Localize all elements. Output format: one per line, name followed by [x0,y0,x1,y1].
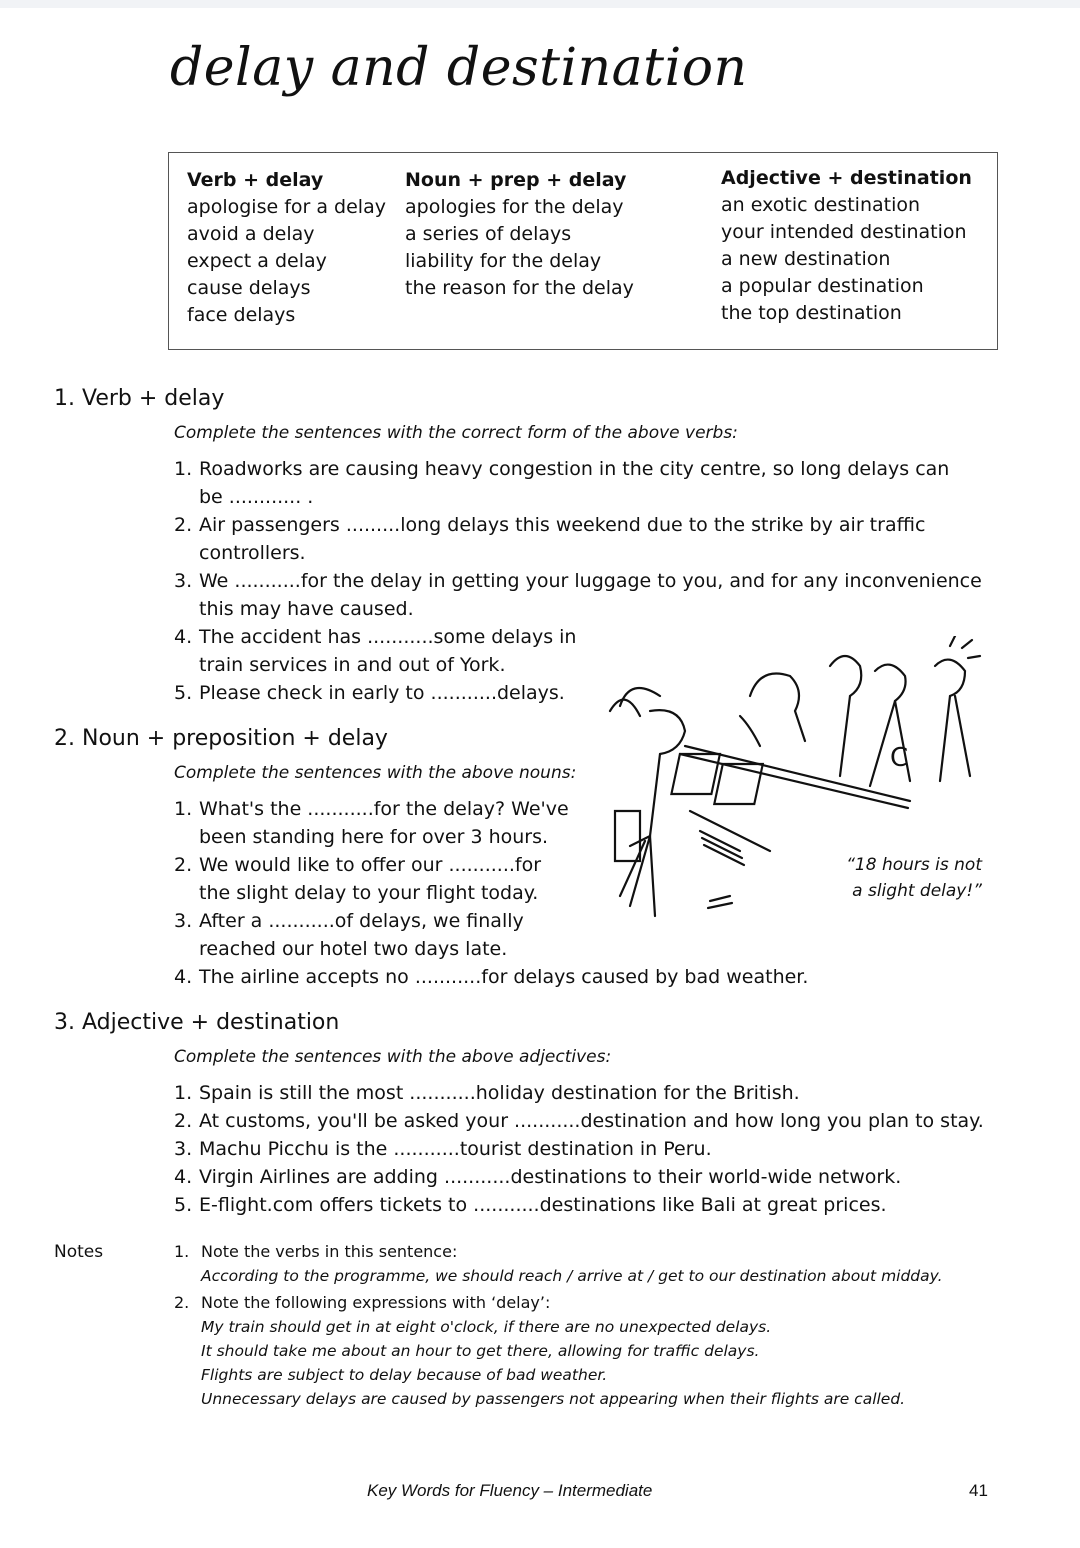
footer-book-title: Key Words for Fluency – Intermediate [367,1481,653,1500]
exercise-item [174,963,808,991]
section-instruction: Complete the sentences with the correct form of the above verbs: [174,423,738,443]
item-text: At customs, you'll be asked your ...........destination and how long you plan to stay. [199,1110,984,1132]
exercise-item [174,1163,901,1191]
item-text: The accident has ...........some delays in [199,626,577,648]
item-text: Air passengers .........long delays this weekend due to the strike by air traffic [199,514,926,536]
collocation-item: face delays [187,304,296,326]
collocation-item: a new destination [721,248,891,270]
item-text: The airline accepts no ...........for delays caused by bad weather. [199,966,809,988]
item-number: 1. [174,458,193,480]
notes-label: Notes [54,1242,104,1262]
note-text: Note the following expressions with ‘delay’: [201,1293,551,1312]
collocation-item: your intended destination [721,221,967,243]
note-example: Unnecessary delays are caused by passengers not appearing when their flights are called. [201,1390,906,1408]
collocation-column-noun [405,167,634,302]
cartoon-caption [842,852,982,904]
item-text: Virgin Airlines are adding ...........destinations to their world-wide network. [199,1166,902,1188]
note-example: According to the programme, we should reach / arrive at / get to our destination about midday. [201,1267,943,1285]
section-instruction: Complete the sentences with the above adjectives: [174,1047,612,1067]
item-number: 4. [174,1166,193,1188]
exercise-item [174,511,925,567]
item-number: 3. [174,570,193,592]
exercise-item [174,1191,887,1219]
collocation-item: avoid a delay [187,223,315,245]
item-number: 4. [174,966,193,988]
item-text: Machu Picchu is the ...........tourist destination in Peru. [199,1138,712,1160]
collocation-item: liability for the delay [405,250,602,272]
svg-text:C: C [890,743,909,773]
exercise-item [174,1079,800,1107]
note-item [174,1291,905,1411]
exercise-item [174,679,565,707]
item-number: 1. [174,1082,193,1104]
caption-line: a slight delay!” [852,881,982,901]
exercise-item [174,907,524,963]
item-text: Roadworks are causing heavy congestion in the city centre, so long delays can [199,458,950,480]
item-number: 1. [174,798,193,820]
collocation-column-adjective [721,165,972,327]
note-example: It should take me about an hour to get there, allowing for traffic delays. [201,1342,760,1360]
top-bar [0,0,1080,8]
collocation-item: expect a delay [187,250,327,272]
item-number: 3. [174,910,193,932]
section-title-adjective-destination: 3. Adjective + destination [54,1010,340,1035]
exercise-item [174,851,541,907]
item-text: We would like to offer our ...........for [199,854,542,876]
item-text: We ...........for the delay in getting your luggage to you, and for any inconvenience [199,570,982,592]
item-number: 5. [174,1194,193,1216]
collocation-item: apologies for the delay [405,196,624,218]
page-title: delay and destination [170,38,748,98]
exercise-item [174,623,576,679]
item-text-continued: be ............ . [199,486,314,508]
collocation-box [168,152,998,350]
item-number: 3. [174,1138,193,1160]
note-example: Flights are subject to delay because of bad weather. [201,1366,608,1384]
exercise-item [174,455,949,511]
item-text-continued: this may have caused. [199,598,414,620]
note-number: 1. [174,1242,190,1261]
collocation-item: a series of delays [405,223,572,245]
collocation-item: apologise for a delay [187,196,386,218]
column-header: Adjective + destination [721,167,972,189]
collocation-item: the top destination [721,302,902,324]
note-text: Note the verbs in this sentence: [201,1242,458,1261]
item-text-continued: the slight delay to your flight today. [199,882,539,904]
column-header: Verb + delay [187,169,324,191]
column-header: Noun + prep + delay [405,169,627,191]
collocation-column-verb [187,167,386,329]
collocation-item: cause delays [187,277,311,299]
item-number: 4. [174,626,193,648]
page-number: 41 [969,1481,988,1500]
caption-line: “18 hours is not [846,855,982,875]
item-text: Please check in early to ...........delays. [199,682,565,704]
item-text-continued: controllers. [199,542,306,564]
item-text: After a ...........of delays, we finally [199,910,524,932]
item-text-continued: train services in and out of York. [199,654,506,676]
item-text: What's the ...........for the delay? We've [199,798,569,820]
exercise-item [174,1135,712,1163]
item-number: 2. [174,854,193,876]
note-example: My train should get in at eight o'clock, if there are no unexpected delays. [201,1318,772,1336]
note-item [174,1240,943,1288]
item-text-continued: reached our hotel two days late. [199,938,508,960]
collocation-item: a popular destination [721,275,924,297]
item-number: 5. [174,682,193,704]
section-instruction: Complete the sentences with the above nouns: [174,763,577,783]
section-title-noun-preposition-delay: 2. Noun + preposition + delay [54,726,388,751]
exercise-item [174,567,982,623]
item-text: Spain is still the most ...........holiday destination for the British. [199,1082,800,1104]
note-number: 2. [174,1293,190,1312]
collocation-item: an exotic destination [721,194,921,216]
collocation-item: the reason for the delay [405,277,634,299]
item-text: E-flight.com offers tickets to ...........destinations like Bali at great prices. [199,1194,887,1216]
exercise-item [174,1107,984,1135]
item-number: 2. [174,1110,193,1132]
item-number: 2. [174,514,193,536]
exercise-item [174,795,569,851]
section-title-verb-delay: 1. Verb + delay [54,386,225,411]
item-text-continued: been standing here for over 3 hours. [199,826,549,848]
